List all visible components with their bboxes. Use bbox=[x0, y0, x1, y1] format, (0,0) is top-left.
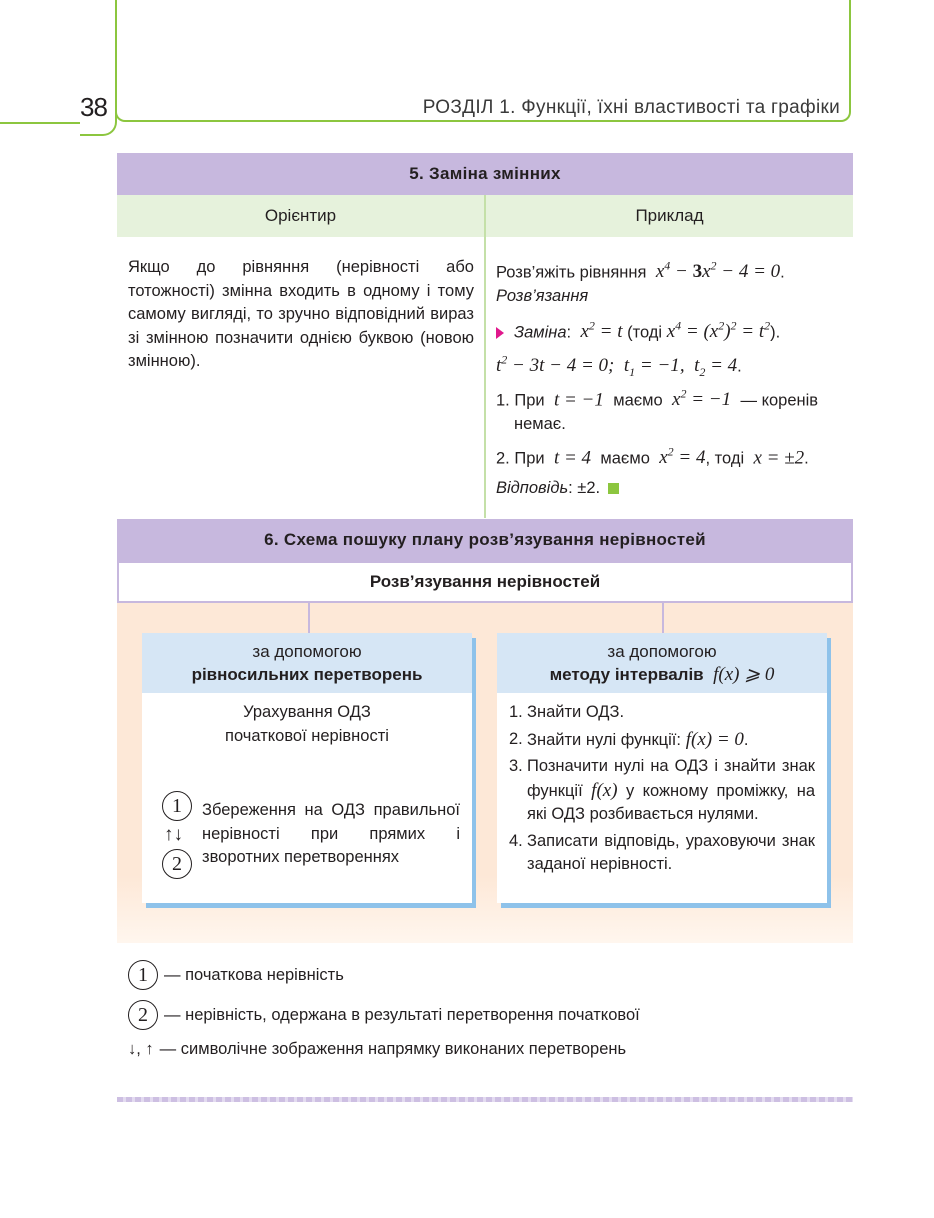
step-item bbox=[509, 830, 815, 877]
equivalent-transformations-box bbox=[142, 633, 472, 903]
column-divider bbox=[484, 195, 486, 518]
step1-suffix: — коренів bbox=[740, 391, 819, 410]
bottom-rule bbox=[117, 1097, 853, 1102]
step2-suffix: , тоді bbox=[705, 449, 745, 468]
column-header-guide: Орієнтир bbox=[117, 195, 484, 237]
interval-steps bbox=[509, 701, 815, 877]
odz-line1: Урахування ОДЗ bbox=[243, 703, 371, 721]
function-symbol: f(x) bbox=[582, 779, 618, 801]
preserve-text: Збереження на ОДЗ правильної нерівності при прямих і зворотних перетвореннях bbox=[202, 801, 460, 866]
legend-circle-1: 1 bbox=[128, 960, 158, 990]
task-prefix: Розв’яжіть рівняння bbox=[496, 263, 647, 282]
answer-value: : ±2. bbox=[568, 479, 601, 497]
step-text bbox=[527, 755, 815, 827]
column-header-example: Приклад bbox=[486, 195, 853, 237]
odz-note bbox=[142, 701, 472, 748]
left-box-header bbox=[142, 633, 472, 693]
zeros-equation: f(x) = 0 bbox=[680, 728, 744, 750]
answer-label: Відповідь bbox=[496, 479, 569, 497]
quadratic-line: $t^2 - 3t - 4 = 0$; $t_1 = -1$, $t_2 = 4$. bbox=[496, 353, 742, 380]
step2-result: x = ±2 bbox=[748, 447, 805, 469]
substitution-line: Заміна: $x^2 = t$ (тоді $x^4 = (x^2)^2 = t^2$). bbox=[496, 315, 846, 349]
left-box-head-line1: за допомогою bbox=[252, 642, 362, 661]
step1-suffix2: немає. bbox=[514, 414, 566, 433]
solution-label: Розв’язання bbox=[496, 287, 589, 305]
arrows-up-down-icon: ↑↓ bbox=[164, 824, 183, 845]
end-of-solution-icon bbox=[608, 483, 619, 494]
step-text: Знайти нулі функції: f(x) = 0. bbox=[527, 728, 749, 750]
legend-text-2: — нерівність, одержана в результаті перетворення початкової bbox=[164, 1005, 640, 1024]
substitution-equation: $x^2 = t$ bbox=[575, 319, 623, 343]
step1-mid: маємо bbox=[613, 391, 663, 410]
step-number: 1. bbox=[509, 703, 523, 721]
circle-2: 2 bbox=[162, 849, 192, 879]
substitution-identity: $x^4 = (x^2)^2 = t^2$ bbox=[666, 319, 771, 343]
step-number: 4. bbox=[509, 831, 523, 850]
step1 bbox=[496, 383, 846, 435]
right-box-head-line1: за допомогою bbox=[607, 642, 717, 661]
section5-title: 5. Заміна змінних bbox=[117, 153, 853, 195]
substitution-note: (тоді bbox=[627, 323, 663, 342]
step2: 2. При t = 4 маємо $x^2 = 4$, тоді x = ±2. bbox=[496, 445, 809, 469]
example-block bbox=[496, 255, 846, 501]
step2-text: Знайти нулі функції: bbox=[527, 730, 681, 749]
left-box-head-line2: рівносильних перетворень bbox=[191, 665, 423, 684]
step2-equation: $x^2 = 4$ bbox=[654, 445, 706, 469]
step-item bbox=[509, 755, 815, 827]
step-text: Записати відповідь, ураховуючи знак заданої нерівності. bbox=[527, 831, 815, 873]
header-rule bbox=[0, 122, 80, 124]
step2-condition: t = 4 bbox=[549, 447, 592, 469]
section6-title: 6. Схема пошуку плану розв’язування нерівностей bbox=[117, 519, 853, 561]
step-item bbox=[509, 728, 815, 753]
substitution-label: Заміна bbox=[514, 323, 567, 342]
right-box-head-line2 bbox=[497, 663, 827, 686]
legend-item-1 bbox=[128, 960, 344, 990]
step1-equation: $x^2 = -1$ bbox=[667, 387, 732, 411]
legend-item-2 bbox=[128, 1000, 640, 1030]
legend-arrows-icon: ↓, ↑ bbox=[128, 1040, 154, 1058]
legend-item-3 bbox=[128, 1040, 626, 1059]
transformation-symbols bbox=[162, 791, 200, 879]
step-item bbox=[509, 701, 815, 725]
quadratic-equation: $t^2 - 3t - 4 = 0$; $t_1 = -1$, $t_2 = 4$ bbox=[496, 353, 738, 380]
step3-text: Позначити нулі на ОДЗ і знайти знак функції bbox=[527, 757, 815, 800]
running-head: РОЗДІЛ 1. Функції, їхні властивості та графіки bbox=[422, 97, 840, 118]
guide-text: Якщо до рівняння (нерівності або тотожності) змінна входить в одному і тому самому вигляді, то зручно відповідний вираз зі змінною позначити однією буквою (новою змінною). bbox=[128, 258, 474, 370]
step-number: 2. bbox=[509, 729, 523, 748]
step2-prefix: 2. При bbox=[496, 449, 545, 468]
interval-inequality: f(x) ⩾ 0 bbox=[708, 664, 775, 685]
connector-left bbox=[308, 603, 310, 633]
connector-right bbox=[662, 603, 664, 633]
legend-circle-2: 2 bbox=[128, 1000, 158, 1030]
page-number: 38 bbox=[80, 92, 107, 122]
right-box-header bbox=[497, 633, 827, 693]
step2-mid: маємо bbox=[600, 449, 650, 468]
marker-triangle-icon bbox=[496, 327, 504, 339]
legend-text-3: — символічне зображення напрямку виконаних перетворень bbox=[159, 1040, 627, 1058]
scheme-subtitle: Розв’язування нерівностей bbox=[117, 561, 853, 603]
step3-tail: у кожному проміжку, на які ОДЗ розбивається нулями. bbox=[527, 781, 816, 823]
task-line: Розв’яжіть рівняння $x^4 - 3x^2 - 4 = 0$. bbox=[496, 259, 785, 283]
legend-text-1: — початкова нерівність bbox=[164, 965, 344, 984]
circle-1: 1 bbox=[162, 791, 192, 821]
step1-condition: t = −1 bbox=[549, 389, 604, 411]
interval-method-box bbox=[497, 633, 827, 903]
step1-prefix: 1. При bbox=[496, 391, 545, 410]
odz-line2: початкової нерівності bbox=[225, 726, 389, 745]
task-equation: $x^4 - 3x^2 - 4 = 0$ bbox=[651, 259, 781, 283]
step-text: Знайти ОДЗ. bbox=[527, 703, 625, 721]
answer-line bbox=[496, 477, 846, 501]
step-number: 3. bbox=[509, 757, 523, 775]
interval-method-label: методу інтервалів bbox=[549, 665, 704, 684]
